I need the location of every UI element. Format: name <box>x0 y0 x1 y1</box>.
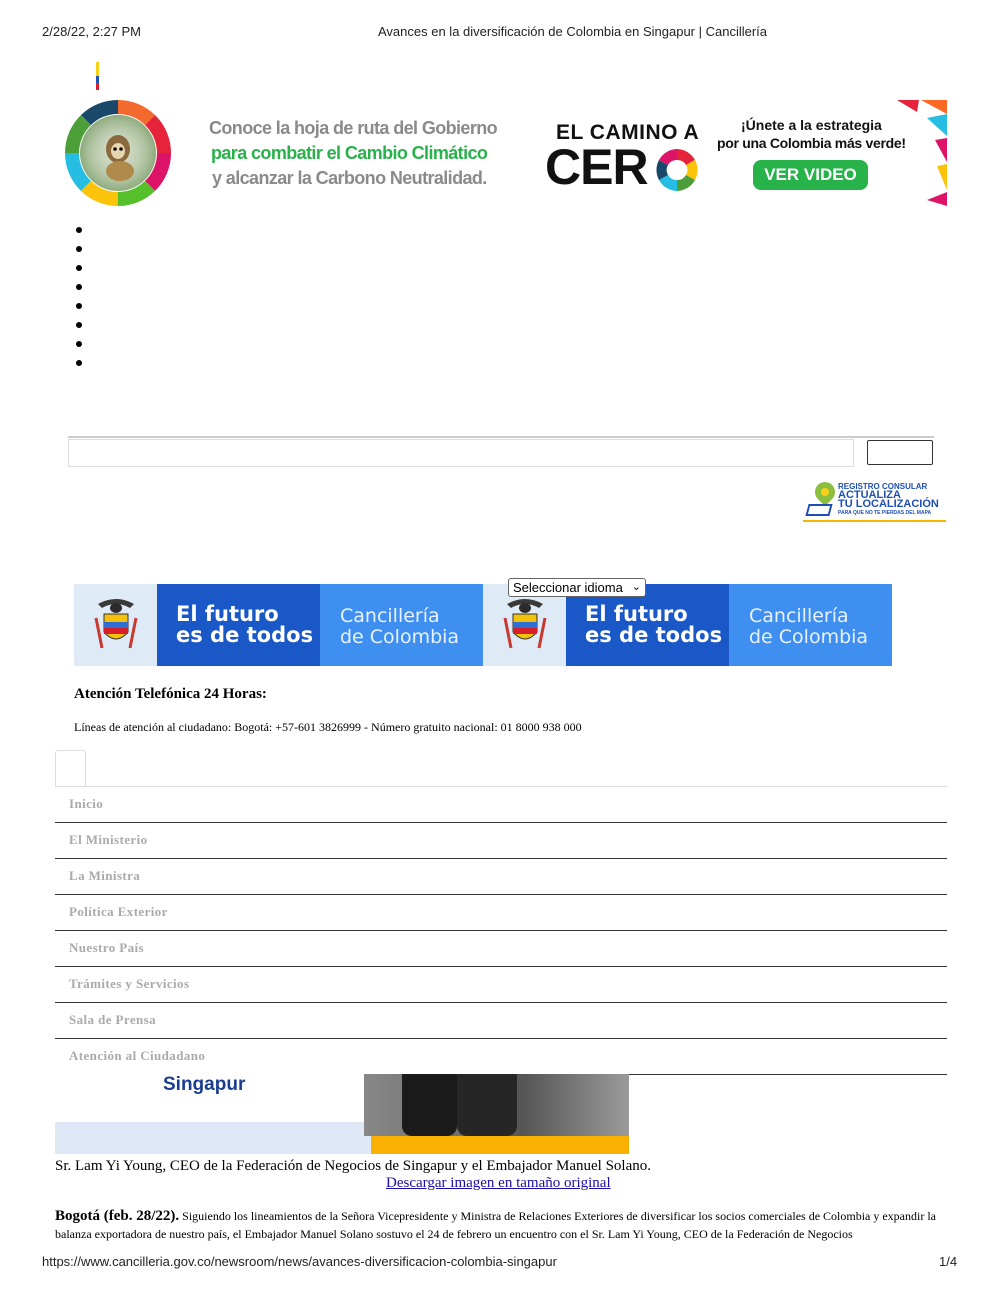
registro-line-4: PARA QUE NO TE PIERDAS DEL MAPA <box>838 510 932 516</box>
join-line-1: ¡Únete a la estrategia <box>741 117 882 133</box>
registro-line-2: ACTUALIZA <box>838 489 901 501</box>
cancilleria-panel <box>729 584 892 666</box>
futuro-line-1: El futuro <box>585 602 688 626</box>
nav-item-atencion-ciudadano[interactable]: Atención al Ciudadano <box>55 1039 947 1075</box>
print-page-title: Avances en la diversificación de Colombia en Singapur | Cancillería <box>378 24 768 39</box>
decorative-triangles-icon <box>897 100 947 206</box>
flag-color-bar <box>96 62 99 90</box>
climate-banner[interactable] <box>55 100 947 206</box>
list-bullet <box>76 265 82 271</box>
article-body-text: Siguiendo los lineamientos de la Señora Vicepresidente y Ministra de Relaciones Exteriores de diversificar los socios comerciales de Colombia y expandir la balanza exportadora de nuestro país, el Embajador Manuel Solano sostuvo el 24 de febrero un encuentro con el Sr. Lam Yi Young, CEO de la Federación de Negocios <box>55 1209 936 1241</box>
empty-menu-list <box>76 227 82 379</box>
attention-lines: Líneas de atención al ciudadano: Bogotá: +57-601 3826999 - Número gratuito nacional: 01 8000 938 000 <box>74 720 582 734</box>
coat-of-arms-icon <box>503 598 547 652</box>
main-nav <box>55 787 947 1075</box>
list-bullet <box>76 341 82 347</box>
print-page-number: 1/4 <box>939 1254 958 1269</box>
search-button[interactable] <box>867 440 933 465</box>
search-divider <box>68 436 934 438</box>
canc-line-1: Cancillería <box>749 605 849 627</box>
image-caption: Sr. Lam Yi Young, CEO de la Federación de Negocios de Singapur y el Embajador Manuel Solano. <box>55 1158 652 1174</box>
image-blue-strip <box>55 1122 371 1154</box>
ver-video-button[interactable]: VER VIDEO <box>753 160 868 190</box>
camino-label: EL CAMINO A <box>556 121 700 144</box>
banner-line-3: y alcanzar la Carbono Neutralidad. <box>212 168 487 188</box>
article-image <box>55 1074 629 1154</box>
list-bullet <box>76 284 82 290</box>
article-dateline: Bogotá (feb. 28/22). <box>55 1208 180 1224</box>
list-bullet <box>76 360 82 366</box>
canc-line-2: de Colombia <box>340 626 460 648</box>
coat-of-arms-icon <box>94 598 138 652</box>
nav-item-sala-prensa[interactable]: Sala de Prensa <box>55 1003 947 1039</box>
join-line-2: por una Colombia más verde! <box>717 135 906 151</box>
download-image-link[interactable]: Descargar imagen en tamaño original <box>386 1175 611 1191</box>
sdg-wheel-icon <box>655 148 699 192</box>
location-pin-icon <box>811 478 839 506</box>
nav-item-tramites-servicios[interactable]: Trámites y Servicios <box>55 967 947 1003</box>
article-body <box>55 1207 947 1243</box>
map-icon <box>805 504 832 516</box>
image-yellow-strip <box>371 1136 629 1154</box>
canc-line-1: Cancillería <box>340 605 440 627</box>
print-datetime: 2/28/22, 2:27 PM <box>42 24 142 39</box>
cancilleria-logo[interactable] <box>74 584 483 666</box>
image-singapur-text: Singapur <box>163 1074 246 1095</box>
cero-label: CER <box>545 139 648 195</box>
list-bullet <box>76 227 82 233</box>
futuro-panel <box>157 584 320 666</box>
list-bullet <box>76 303 82 309</box>
person-silhouette <box>402 1074 457 1136</box>
nav-item-nuestro-pais[interactable]: Nuestro País <box>55 931 947 967</box>
nav-item-el-ministerio[interactable]: El Ministerio <box>55 823 947 859</box>
registro-consular-banner[interactable] <box>803 478 946 522</box>
banner-line-1: Conoce la hoja de ruta del Gobierno <box>209 118 498 138</box>
futuro-line-1: El futuro <box>176 602 279 626</box>
futuro-line-2: es de todos <box>585 623 723 647</box>
attention-title: Atención Telefónica 24 Horas: <box>74 686 267 702</box>
banner-line-2: para combatir el Cambio Climático <box>211 143 488 163</box>
cancilleria-panel <box>320 584 483 666</box>
futuro-line-2: es de todos <box>176 623 314 647</box>
nav-item-politica-exterior[interactable]: Política Exterior <box>55 895 947 931</box>
list-bullet <box>76 322 82 328</box>
language-select[interactable] <box>508 578 646 597</box>
menu-toggle-tab[interactable] <box>55 750 86 787</box>
list-bullet <box>76 246 82 252</box>
registro-line-1: REGISTRO CONSULAR <box>838 482 928 491</box>
registro-line-3: TU LOCALIZACIÓN <box>838 498 939 510</box>
canc-line-2: de Colombia <box>749 626 869 648</box>
language-select-value: Seleccionar idioma <box>513 580 623 595</box>
nav-item-la-ministra[interactable]: La Ministra <box>55 859 947 895</box>
nav-item-inicio[interactable]: Inicio <box>55 787 947 823</box>
logo-crest-panel <box>74 584 157 666</box>
print-url: https://www.cancilleria.gov.co/newsroom/news/avances-diversificacion-colombia-singapur <box>42 1254 557 1269</box>
sdg-ring-monkey-icon <box>55 100 181 206</box>
chevron-down-icon: ⌄ <box>631 581 641 593</box>
person-silhouette <box>457 1074 517 1136</box>
search-input[interactable] <box>68 439 854 467</box>
